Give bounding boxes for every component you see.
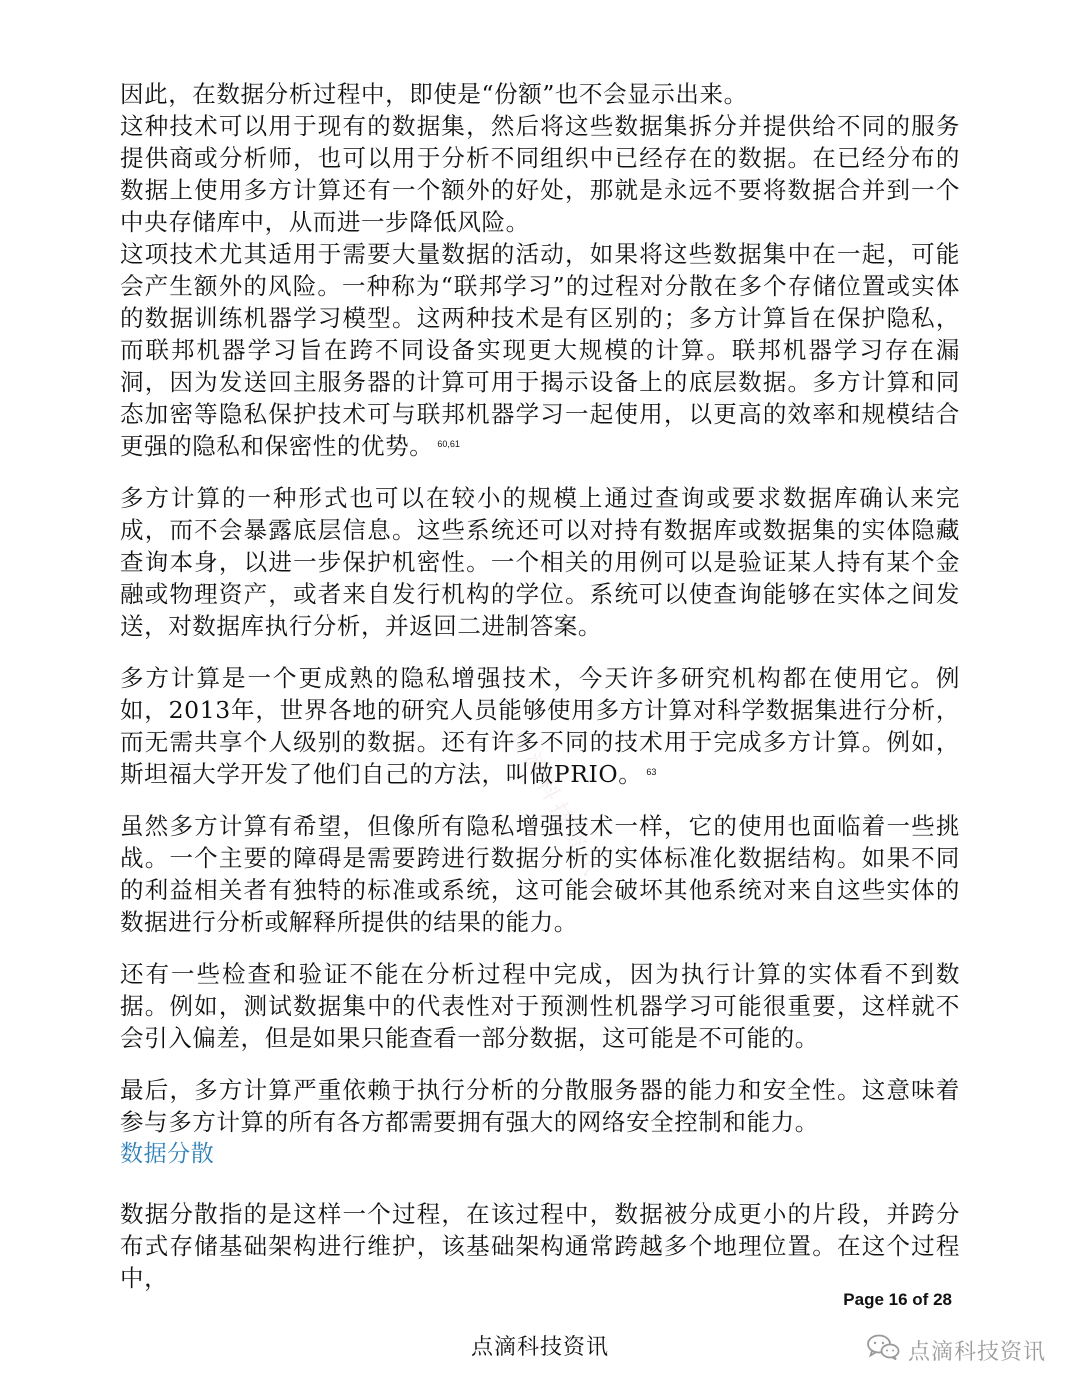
page-label: Page: [843, 1290, 889, 1309]
paragraph-1: 因此，在数据分析过程中，即使是“份额”也不会显示出来。: [120, 80, 748, 108]
section-heading: 数据分散: [120, 1141, 215, 1167]
paragraph-5-text: 多方计算是一个更成熟的隐私增强技术，今天许多研究机构都在使用它。例如，2013年，世界各地的研究人员能够使用多方计算对科学数据集进行分析，而无需共享个人级别的数据。还有许多不同的技术用于完成多方计算。例如，斯坦福大学开发了他们自己的方法，叫做PRIO。: [120, 664, 960, 788]
footnote-ref-60-61[interactable]: 60,61: [437, 439, 460, 449]
page-number: [843, 1290, 952, 1310]
paragraph-3-text: 这项技术尤其适用于需要大量数据的活动，如果将这些数据集中在一起，可能会产生额外的风险。一种称为“联邦学习”的过程对分散在多个存储位置或实体的数据训练机器学习模型。这两种技术是有区别的；多方计算旨在保护隐私，而联邦机器学习旨在跨不同设备实现更大规模的计算。联邦机器学习存在漏洞，因为发送回主服务器的计算可用于揭示设备上的底层数据。多方计算和同态加密等隐私保护技术可与联邦机器学习一起使用，以更高的效率和规模结合更强的隐私和保密性的优势。: [120, 240, 960, 460]
footnote-ref-63[interactable]: 63: [646, 767, 657, 777]
paragraph-8: 最后，多方计算严重依赖于执行分析的分散服务器的能力和安全性。这意味着参与多方计算的所有各方都需要拥有强大的网络安全控制和能力。: [120, 1076, 960, 1136]
page-of: of: [907, 1290, 934, 1309]
document-body: [120, 78, 960, 1294]
paragraph-6: 虽然多方计算有希望，但像所有隐私增强技术一样，它的使用也面临着一些挑战。一个主要的障碍是需要跨进行数据分析的实体标准化数据结构。如果不同的利益相关者有独特的标准或系统，这可能会破坏其他系统对来自这些实体的数据进行分析或解释所提供的结果的能力。: [120, 812, 960, 936]
watermark: 点滴科技资讯: [504, 724, 606, 885]
wechat-account-name: 点滴科技资讯: [907, 1339, 1046, 1365]
page-current: 16: [888, 1290, 908, 1309]
page-total: 28: [933, 1290, 952, 1309]
paragraph-3: [120, 238, 960, 462]
footer-title: 点滴科技资讯: [470, 1335, 609, 1360]
paragraph-7: 还有一些检查和验证不能在分析过程中完成，因为执行计算的实体看不到数据。例如，测试数据集中的代表性对于预测性机器学习可能很重要，这样就不会引入偏差，但是如果只能查看一部分数据，这可能是不可能的。: [120, 960, 960, 1052]
wechat-account[interactable]: [866, 1333, 1046, 1367]
paragraph-9: 数据分散指的是这样一个过程，在该过程中，数据被分成更小的片段，并跨分布式存储基础架构进行维护，该基础架构通常跨越多个地理位置。在这个过程中，: [120, 1200, 960, 1292]
paragraph-5: [120, 662, 960, 790]
paragraph-2: 这种技术可以用于现有的数据集，然后将这些数据集拆分并提供给不同的服务提供商或分析师，也可以用于分析不同组织中已经存在的数据。在已经分布的数据上使用多方计算还有一个额外的好处，那就是永远不要将数据合并到一个中央存储库中，从而进一步降低风险。: [120, 112, 960, 236]
paragraph-4: 多方计算的一种形式也可以在较小的规模上通过查询或要求数据库确认来完成，而不会暴露底层信息。这些系统还可以对持有数据库或数据集的实体隐藏查询本身，以进一步保护机密性。一个相关的用例可以是验证某人持有某个金融或物理资产，或者来自发行机构的学位。系统可以使查询能够在实体之间发送，对数据库执行分析，并返回二进制答案。: [120, 484, 960, 640]
wechat-icon: [866, 1333, 908, 1367]
